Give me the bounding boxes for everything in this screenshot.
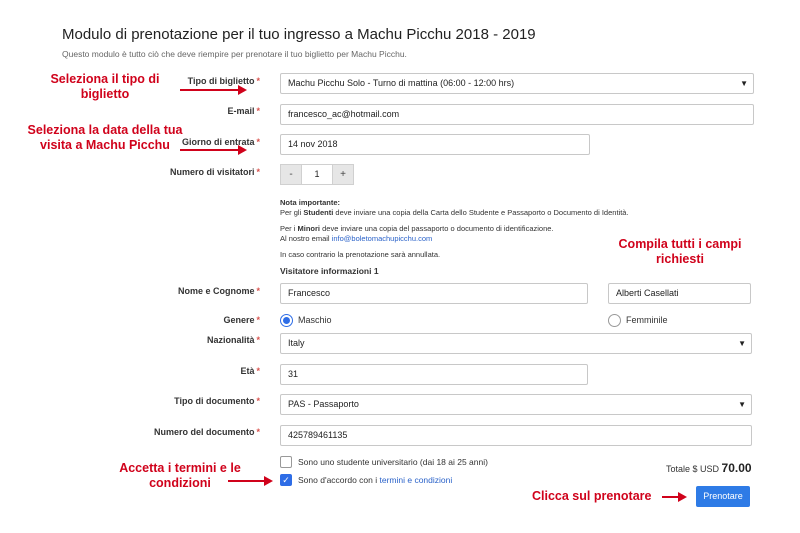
caret-down-icon: ▼ [740,79,748,88]
doc-number-value: 425789461135 [288,430,348,440]
doc-type-value: PAS - Passaporto [288,399,359,409]
check-icon: ✓ [282,475,290,485]
caret-down-icon: ▼ [738,400,746,409]
annotation-ticket: Seleziona il tipo di biglietto [50,72,160,101]
terms-checkbox-label: Sono d'accordo con i termini e condizioni [298,475,453,485]
gender-male-label: Maschio [298,315,332,325]
annotation-date-arrow [180,149,240,151]
doc-number-field[interactable] [280,425,752,446]
annotation-submit: Clicca sul prenotare [532,489,652,503]
visitors-label: Numero di visitatori * [169,167,260,177]
name-label: Nome e Cognome * [177,286,260,296]
annotation-terms-arrow [228,480,266,482]
last-name-value: Alberti Casellati [616,288,679,298]
visitors-count[interactable]: 1 [302,164,332,185]
annotation-ticket-arrow [180,89,240,91]
note-cancel: In caso contrario la prenotazione sarà annullata. [280,250,441,259]
visitors-decrement-button[interactable]: - [280,164,302,185]
ticket-type-value: Machu Picchu Solo - Turno di mattina (06:00 - 12:00 hrs) [288,78,515,88]
gender-male-radio[interactable] [280,314,293,327]
doc-type-select[interactable] [280,394,752,415]
email-value: francesco_ac@hotmail.com [288,109,400,119]
gender-female-radio[interactable] [608,314,621,327]
student-checkbox-label: Sono uno studente universitario (dai 18 ai 25 anni) [298,457,488,467]
visitor-section-title: Visitatore informazioni 1 [280,266,379,276]
note-students: Per gli Studenti deve inviare una copia della Carta dello Studente e Passaporto o Documento di Identità. [280,208,629,217]
doc-type-label: Tipo di documento * [174,396,260,406]
note-minors: Per i Minori deve inviare una copia del passaporto o documento di identificazione. [280,224,554,233]
age-value: 31 [288,369,299,379]
annotation-terms-arrowhead [264,476,273,486]
page-subtitle: Questo modulo è tutto ciò che deve riempire per prenotare il tuo biglietto per Machu Picchu. [62,49,407,59]
student-checkbox[interactable] [280,456,292,468]
annotation-date: Seleziona la data della tua visita a Machu Picchu [27,123,183,152]
last-name-field[interactable] [608,283,751,304]
age-label: Età * [240,366,260,376]
terms-link[interactable]: termini e condizioni [379,475,453,485]
first-name-field[interactable] [280,283,588,304]
annotation-submit-arrowhead [678,492,687,502]
entry-date-field[interactable] [280,134,590,155]
email-label: E-mail * [227,106,260,116]
page-title: Modulo di prenotazione per il tuo ingresso a Machu Picchu 2018 - 2019 [62,26,536,43]
terms-checkbox[interactable] [280,474,292,486]
note-heading: Nota importante: [280,198,340,207]
note-email: Al nostro email info@boletomachupicchu.com [280,234,433,243]
support-email-link[interactable]: info@boletomachupicchu.com [331,234,433,243]
age-field[interactable] [280,364,588,385]
nationality-select[interactable] [280,333,752,354]
caret-down-icon: ▼ [738,339,746,348]
visitors-increment-button[interactable]: + [332,164,354,185]
ticket-type-label: Tipo di biglietto * [187,76,260,86]
total-price: Totale $ USD 70.00 [666,461,752,475]
doc-number-label: Numero del documento * [153,427,260,437]
entry-date-value: 14 nov 2018 [288,139,338,149]
first-name-value: Francesco [288,288,331,298]
submit-button[interactable]: Prenotare [696,486,750,507]
email-field[interactable] [280,104,754,125]
gender-label: Genere * [223,315,260,325]
annotation-ticket-arrowhead [238,85,247,95]
annotation-terms: Accetta i termini e le condizioni [119,461,241,490]
nationality-value: Italy [288,338,305,348]
ticket-type-select[interactable] [280,73,754,94]
annotation-fields: Compila tutti i campi richiesti [618,237,742,266]
gender-female-label: Femminile [626,315,668,325]
entry-date-label: Giorno di entrata * [181,137,260,147]
nationality-label: Nazionalità * [206,335,260,345]
